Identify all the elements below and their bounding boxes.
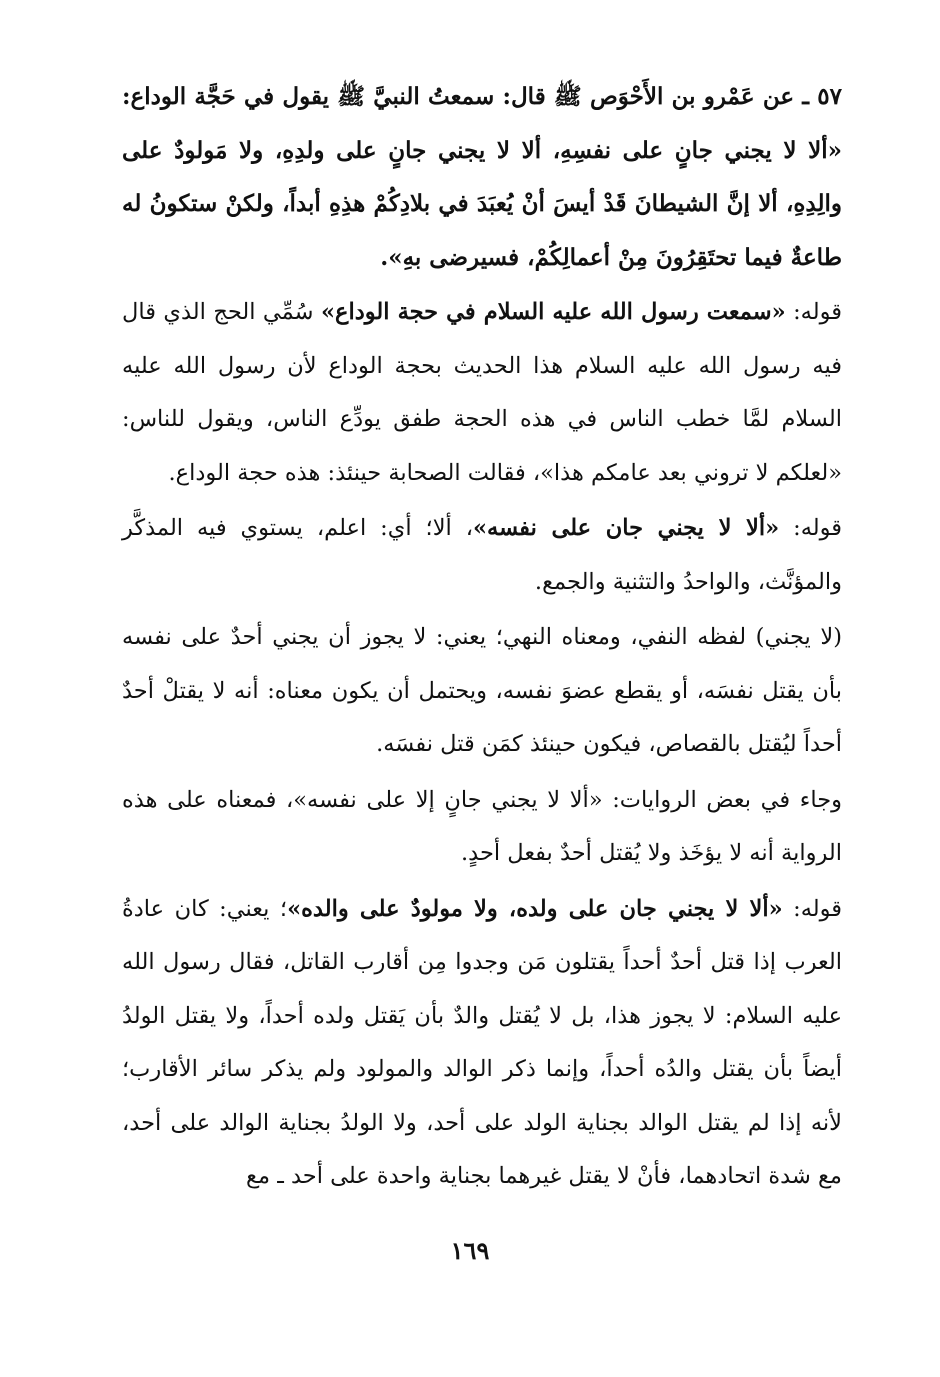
paragraph-text: (لا يجني) لفظه النفي، ومعناه النهي؛ يعني: لا يجوز أن يجني أحدٌ على نفسه بأن يقتل نفسَه، أو يقطع عضوَ نفسه، ويحتمل أن يكون معناه: أنه لا يقتلْ أحدٌ أحداً ليُقتل بالقصاص، فيكون حينئذ كمَن قتل نفسَه.	[122, 624, 842, 757]
commentary-paragraph-2	[122, 502, 842, 609]
page-body	[122, 70, 842, 1204]
hadith-paragraph	[122, 70, 842, 284]
paragraph-lead: قوله:	[782, 895, 843, 922]
paragraph-lead: قوله:	[785, 299, 842, 325]
paragraph-text: ؛ يعني: كان عادةُ العرب إذا قتل أحدٌ أحداً يقتلون مَن وجدوا مِن أقارب القاتل، فقال رسول الله عليه السلام: لا يجوز هذا، بل لا يُقتل والدٌ بأن يَقتل ولده أحداً، ولا يقتل الولدُ أيضاً بأن يقتل والدُه أحداً، وإنما ذكر الوالد والمولود ولم يذكر سائر الأقارب؛ لأنه إذا لم يقتل الوالد بجناية الولد على أحد، ولا الولدُ بجناية الوالد على أحد، مع شدة اتحادهما، فأنْ لا يقتل غيرهما بجناية واحدة على أحد ـ مع	[122, 895, 842, 1189]
paragraph-text: ، ألا؛ أي: اعلم، يستوي فيه المذكَّر والمؤنَّث، والواحدُ والتثنية والجمع.	[122, 515, 842, 595]
paragraph-text: سُمِّي الحج الذي قال فيه رسول الله عليه السلام هذا الحديث بحجة الوداع لأن رسول الله عليه السلام لمَّا خطب الناس في هذه الحجة طفق يودِّع الناس، ويقول للناس: «لعلكم لا تروني بعد عامكم هذا»، فقالت الصحابة حينئذ: هذه حجة الوداع.	[122, 299, 842, 486]
commentary-paragraph-4	[122, 774, 842, 881]
commentary-paragraph-3	[122, 611, 842, 772]
commentary-paragraph-5	[122, 883, 842, 1204]
quoted-phrase: «ألا لا يجني جان على ولده، ولا مولودٌ على والده»	[287, 895, 783, 922]
paragraph-lead: قوله:	[779, 515, 843, 541]
hadith-text: عن عَمْرو بن الأَحْوَص ﷺ قال: سمعتُ النبيَّ ﷺ يقول في حَجَّة الوداع: «ألا لا يجني جانٍ على نفسِهِ، ألا لا يجني جانٍ على ولدِهِ، ولا مَولودٌ على والِدِهِ، ألا إنَّ الشيطانَ قَدْ أيسَ أنْ يُعبَدَ في بلادِكُمْ هذِهِ أبداً، ولكنْ ستكونُ له طاعةٌ فيما تحتَقِرُونَ مِنْ أعمالِكُمْ، فسيرضى بهِ».	[122, 83, 842, 271]
paragraph-text: وجاء في بعض الروايات: «ألا لا يجني جانٍ إلا على نفسه»، فمعناه على هذه الرواية أنه لا يؤخَذ ولا يُقتل أحدٌ بفعل أحدٍ.	[122, 786, 842, 866]
quoted-phrase: «ألا لا يجني جان على نفسه»	[472, 515, 780, 541]
hadith-number: ٥٧ ـ	[802, 83, 842, 110]
quoted-phrase: «سمعت رسول الله عليه السلام في حجة الوداع»	[320, 299, 786, 325]
commentary-paragraph-1	[122, 286, 842, 500]
page-number: ١٦٩	[450, 1236, 490, 1265]
